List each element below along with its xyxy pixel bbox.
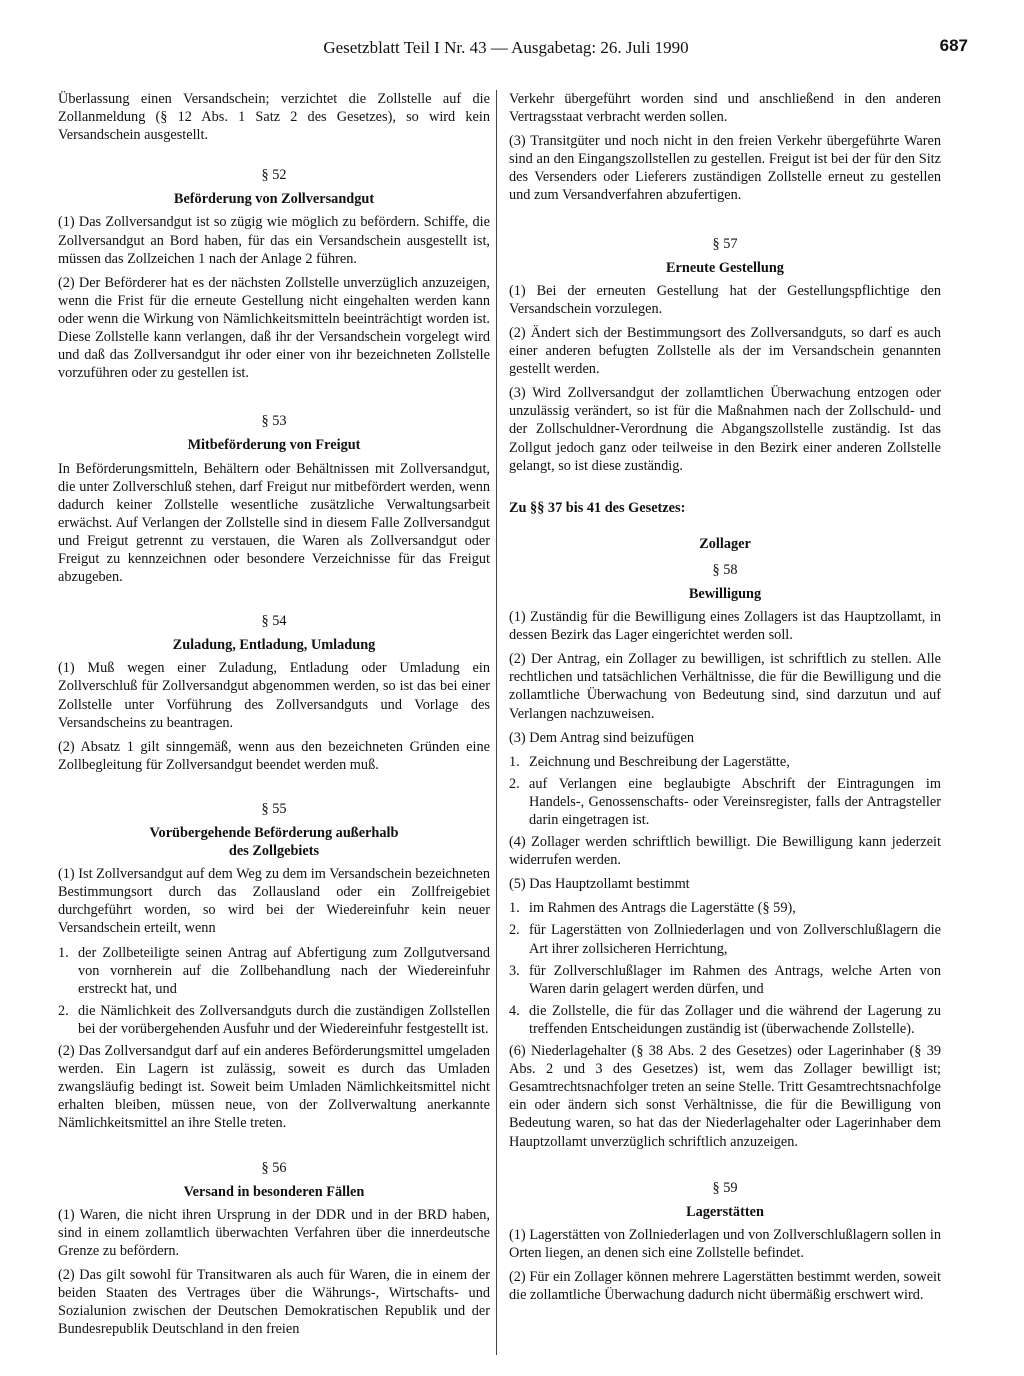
paragraph: (1) Lagerstätten von Zollniederlagen und von Zollverschlußlagern sollen in Orten liegen, an denen sich eine Zollstelle befindet.: [509, 1226, 941, 1261]
section-number: § 55: [261, 800, 287, 817]
list-item: [509, 775, 941, 829]
section-title: Zuladung, Entladung, Umladung: [172, 637, 376, 654]
section-title: Lagerstätten: [686, 1203, 764, 1220]
list-number: 1.: [509, 900, 520, 917]
paragraph: (1) Ist Zollversandgut auf dem Weg zu dem im Versandschein bezeichneten Bestimmungsort durch das Zollausland oder ein Zollfreigebiet durchgeführt worden, so wird bei der Wiedereinfuhr kein neuer Versandschein erteilt, wenn: [58, 866, 490, 937]
paragraph: (2) Absatz 1 gilt sinngemäß, wenn aus den bezeichneten Gründen eine Zollbegleitung für Zollversandgut beendet werden muß.: [58, 738, 490, 773]
paragraph: (3) Dem Antrag sind beizufügen: [509, 729, 695, 746]
list-item: [509, 899, 941, 917]
section-title: des Zollgebiets: [228, 843, 320, 860]
list-number: 2.: [509, 775, 520, 792]
list-item: [509, 1002, 941, 1038]
list-number: 2.: [58, 1002, 69, 1019]
paragraph: (1) Waren, die nicht ihren Ursprung in der DDR und in der BRD haben, sind in einem zollamtlich überwachten Verfahren über die innerdeutsche Grenze zu befördern.: [58, 1206, 490, 1259]
paragraph: (2) Ändert sich der Bestimmungsort des Zollversandguts, so darf es auch einer anderen befugten Zollstelle als der im Versandschein genannten gestellt werden.: [509, 324, 941, 378]
section-number: § 58: [712, 561, 738, 578]
page-header: [56, 36, 968, 64]
section-number: § 52: [261, 167, 287, 184]
list-item: [509, 753, 941, 771]
section-title: Vorübergehende Beförderung außerhalb: [149, 825, 399, 841]
subchapter-title: Zollager: [699, 535, 751, 552]
list-text: die Zollstelle, die für das Zollager und die während der Lagerung zu treffenden Entscheidungen zuständig ist (überwachende Zollstelle).: [529, 1002, 941, 1037]
paragraph: (1) Zuständig für die Bewilligung eines Zollagers ist das Hauptzollamt, in dessen Bezirk das Lager eingerichtet werden soll.: [509, 609, 941, 644]
list-number: 1.: [58, 944, 69, 961]
chapter-heading: Zu §§ 37 bis 41 des Gesetzes:: [509, 499, 686, 516]
list-item: [58, 1002, 490, 1038]
section-title: Bewilligung: [688, 585, 762, 602]
list-item: [58, 944, 490, 998]
paragraph: Überlassung einen Versandschein; verzichtet die Zollstelle auf die Zollanmeldung (§ 12 Abs. 1 Satz 2 des Gesetzes), so wird kein Versandschein ausgestellt.: [58, 91, 490, 144]
paragraph: (3) Transitgüter und noch nicht in den freien Verkehr übergeführte Waren sind an den Eingangszollstellen zu gestellen. Freigut ist bei der für den Sitz des Versenders oder Lieferers zuständigen Zollstelle erneut zu gestellen und zum Versandverfahren abzufertigen.: [509, 133, 941, 204]
list-text: im Rahmen des Antrags die Lagerstätte (§ 59),: [529, 900, 796, 917]
section-number: § 53: [261, 413, 287, 430]
list-number: 3.: [509, 962, 520, 979]
list-text: für Lagerstätten von Zollniederlagen und von Zollverschlußlagern die Art ihrer zollsicheren Herrichtung,: [529, 922, 941, 957]
list-number: 1.: [509, 753, 520, 770]
paragraph: (1) Muß wegen einer Zuladung, Entladung oder Umladung ein Zollverschluß für Zollversandgut abgenommen werden, so ist das bei einer Zollstelle unter Vorführung des Zollversandguts und Vorlage des Versandscheins zu beantragen.: [58, 660, 490, 731]
list-number: 4.: [509, 1002, 520, 1019]
section-number: § 59: [712, 1179, 738, 1196]
section-number: § 54: [261, 613, 287, 630]
list-item: [509, 921, 941, 957]
column-divider: [496, 90, 497, 1355]
paragraph: In Beförderungsmitteln, Behältern oder Behältnissen mit Zollversandgut, die unter Zollverschluß stehen, darf Freigut nur mitbefördert werden, wenn dadurch keiner Zollstelle wesentliche zusätzliche Verwaltungsarbeit erwächst. Auf Verlangen der Zollstelle sind in diesem Falle Zollversandgut und Freigut getrennt zu verstauen, die Waren als Zollversandgut oder Freigut zu kennzeichnen oder besondere Verzeichnisse für das Freigut abzugeben.: [58, 460, 490, 586]
list-text: die Nämlichkeit des Zollversandguts durch die zuständigen Zollstellen bei der vorübergehenden Ausfuhr und der Wiedereinfuhr festgestellt ist.: [78, 1002, 490, 1037]
left-column: [58, 90, 490, 1344]
paragraph: (2) Für ein Zollager können mehrere Lagerstätten bestimmt werden, soweit die zollamtliche Überwachung dadurch nicht übermäßig erschwert wird.: [509, 1268, 941, 1304]
paragraph: (5) Das Hauptzollamt bestimmt: [509, 876, 690, 893]
page-number: 687: [939, 36, 968, 55]
paragraph: (1) Bei der erneuten Gestellung hat der Gestellungspflichtige den Versandschein vorzulegen.: [509, 282, 941, 317]
paragraph: Verkehr übergeführt worden sind und anschließend in den anderen Vertragsstaat verbracht werden sollen.: [509, 91, 941, 126]
paragraph: (2) Der Beförderer hat es der nächsten Zollstelle unverzüglich anzuzeigen, wenn die Frist für die erneute Gestellung nicht eingehalten werden kann oder wenn die Wirkung von Nämlichkeitsmitteln beeinträchtigt worden ist. Diese Zollstelle kann verlangen, daß ihr der Versandschein vorgelegt wird und daß das Zollversandgut ihr oder einer von ihr bezeichneten Zollstelle vorzuführen oder zu gestellen ist.: [58, 274, 490, 382]
paragraph: (2) Das Zollversandgut darf auf ein anderes Beförderungsmittel umgeladen werden. Ein Lagern ist zulässig, soweit es durch das Umladen zwangsläufig bedingt ist. Soweit beim Umladen Nämlichkeitsmittel nicht erhalten bleiben, müssen neue, von der Zollverwaltung anerkannte Nämlichkeitsmittel an ihre Stelle treten.: [58, 1043, 490, 1132]
section-number: § 57: [712, 235, 738, 252]
paragraph: (2) Das gilt sowohl für Transitwaren als auch für Waren, die in einem der beiden Staaten des Vertrages über die Währungs-, Wirtschafts- und Sozialunion zwischen der Deutschen Demokratischen Republik und der Bundesrepublik Deutschland in den freien: [58, 1266, 490, 1338]
gazette-title: Gesetzblatt Teil I Nr. 43 — Ausgabetag: 26. Juli 1990: [323, 38, 689, 57]
paragraph: (2) Der Antrag, ein Zollager zu bewilligen, ist schriftlich zu stellen. Alle rechtlichen und tatsächlichen Verhältnisse, die für die Bewilligung und die zollamtliche Überwachung von Bedeutung sind, sind darzutun und auf Verlangen nachzuweisen.: [509, 651, 941, 722]
paragraph: (3) Wird Zollversandgut der zollamtlichen Überwachung entzogen oder unzulässig verändert, so ist für die Maßnahmen nach der Zollschuld- und der Zollschuldner-Verordnung die Abgangszollstelle zuständig. Ist das Zollgut jedoch ganz oder teilweise in den Bezirk einer anderen Zollstelle gelangt, so ist diese zuständig.: [509, 385, 941, 474]
list-text: der Zollbeteiligte seinen Antrag auf Abfertigung zum Zollgutversand von vornherein auf die Zollbehandlung nach der Wiedereinfuhr erstreckt hat, und: [78, 944, 490, 997]
paragraph: (4) Zollager werden schriftlich bewilligt. Die Bewilligung kann jederzeit widerrufen werden.: [509, 834, 941, 869]
paragraph: (6) Niederlagehalter (§ 38 Abs. 2 des Gesetzes) oder Lagerinhaber (§ 39 Abs. 2 und 3 des Gesetzes) ist, wem das Zollager bewilligt ist; Gesamtrechtsnachfolger treten an seine Stelle. Tritt Gesamtrechtsnachfolge ein oder ändern sich sonst Verhältnisse, die für die Bewilligung von Bedeutung waren, so hat das der Niederlagehalter oder Lagerinhaber dem Hauptzollamt unverzüglich schriftlich anzuzeigen.: [509, 1043, 941, 1150]
section-title: Mitbeförderung von Freigut: [187, 437, 361, 454]
list-item: [509, 962, 941, 998]
section-number: § 56: [261, 1159, 287, 1176]
list-text: für Zollverschlußlager im Rahmen des Antrags, welche Arten von Waren darin gelagert werden dürfen, und: [529, 962, 941, 997]
right-column: [509, 90, 941, 1310]
section-title: Erneute Gestellung: [666, 259, 784, 276]
list-text: auf Verlangen eine beglaubigte Abschrift der Eintragungen im Handels-, Genossenschafts- oder Vereinsregister, falls der Antragsteller darin eingetragen ist.: [529, 775, 941, 828]
list-number: 2.: [509, 922, 520, 939]
section-title: Beförderung von Zollversandgut: [173, 191, 375, 208]
section-title: Versand in besonderen Fällen: [183, 1183, 365, 1200]
paragraph: (1) Das Zollversandgut ist so zügig wie möglich zu befördern. Schiffe, die Zollversandgut an Bord haben, für das ein Versandschein ausgestellt ist, müssen das Zollzeichen 1 nach der Anlage 2 führen.: [58, 214, 490, 267]
list-text: Zeichnung und Beschreibung der Lagerstätte,: [529, 753, 790, 770]
